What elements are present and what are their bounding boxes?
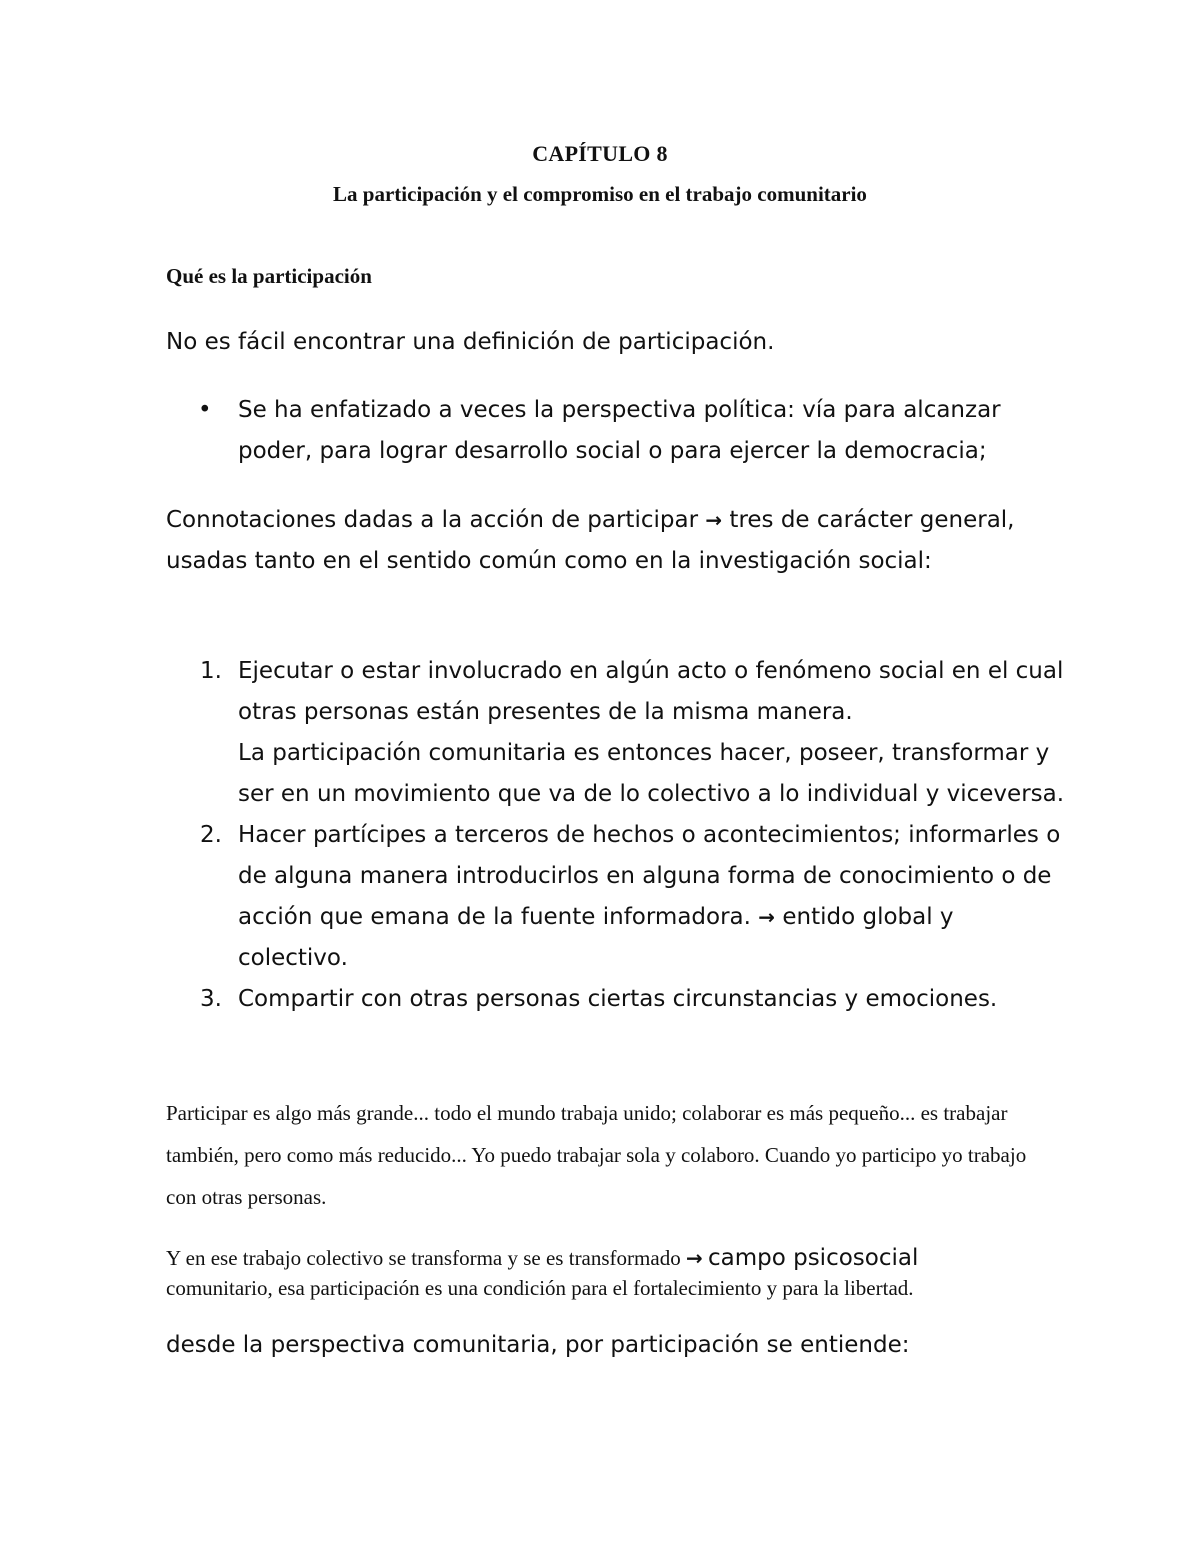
transform-paragraph bbox=[166, 1243, 1046, 1303]
transform-lead: Y en ese trabajo colectivo se transforma y se es transformado bbox=[166, 1246, 681, 1270]
arrow-right-icon: → bbox=[758, 905, 776, 929]
arrow-right-icon: → bbox=[685, 1246, 703, 1270]
list-item-text: Ejecutar o estar involucrado en algún acto o fenómeno social en el cual otras personas están presentes de la misma manera. bbox=[238, 658, 1064, 725]
transform-rest: comunitario, esa participación es una condición para el fortalecimiento y para la libertad. bbox=[166, 1276, 914, 1300]
list-item-continuation: entido global y colectivo. bbox=[238, 904, 954, 971]
arrow-right-icon: → bbox=[705, 508, 723, 532]
list-number: 2. bbox=[200, 822, 222, 848]
list-item bbox=[166, 815, 1066, 979]
transform-highlight: campo psicosocial bbox=[707, 1245, 919, 1271]
chapter-subtitle: La participación y el compromiso en el trabajo comunitario bbox=[333, 182, 867, 206]
list-item-text: Hacer partícipes a terceros de hechos o acontecimientos; informarles o de alguna manera introducirlos en alguna forma de conocimiento o de acción que emana de la fuente informadora. bbox=[238, 822, 1061, 930]
chapter-title: CAPÍTULO 8 bbox=[532, 141, 668, 166]
intro-paragraph: No es fácil encontrar una definición de participación. bbox=[166, 329, 775, 355]
bullet-list bbox=[166, 390, 1066, 472]
connotations-paragraph bbox=[166, 500, 1046, 582]
list-item bbox=[166, 390, 1066, 472]
bullet-marker: • bbox=[198, 397, 212, 423]
section-heading: Qué es la participación bbox=[166, 264, 372, 288]
list-number: 3. bbox=[200, 986, 222, 1012]
connotations-lead: Connotaciones dadas a la acción de participar bbox=[166, 507, 699, 533]
list-number: 1. bbox=[200, 658, 222, 684]
quote-paragraph: Participar es algo más grande... todo el mundo trabaja unido; colaborar es más pequeño... es trabajar también, pero como más reducido... Yo puedo trabajar sola y colaboro. Cuando yo participo yo trabajo con otras personas. bbox=[166, 1101, 1027, 1209]
list-item-text: Compartir con otras personas ciertas circunstancias y emociones. bbox=[238, 986, 998, 1012]
connotations-rest: tres de carácter general, usadas tanto en el sentido común como en la investigación social: bbox=[166, 507, 1015, 574]
bullet-text: Se ha enfatizado a veces la perspectiva política: vía para alcanzar poder, para lograr desarrollo social o para ejercer la democracia; bbox=[238, 397, 1001, 464]
list-item-extra: La participación comunitaria es entonces hacer, poseer, transformar y ser en un movimiento que va de lo colectivo a lo individual y viceversa. bbox=[238, 740, 1065, 807]
list-item bbox=[166, 979, 1066, 1020]
final-line: desde la perspectiva comunitaria, por participación se entiende: bbox=[166, 1332, 910, 1358]
numbered-list bbox=[166, 651, 1066, 1020]
list-item bbox=[166, 651, 1066, 815]
